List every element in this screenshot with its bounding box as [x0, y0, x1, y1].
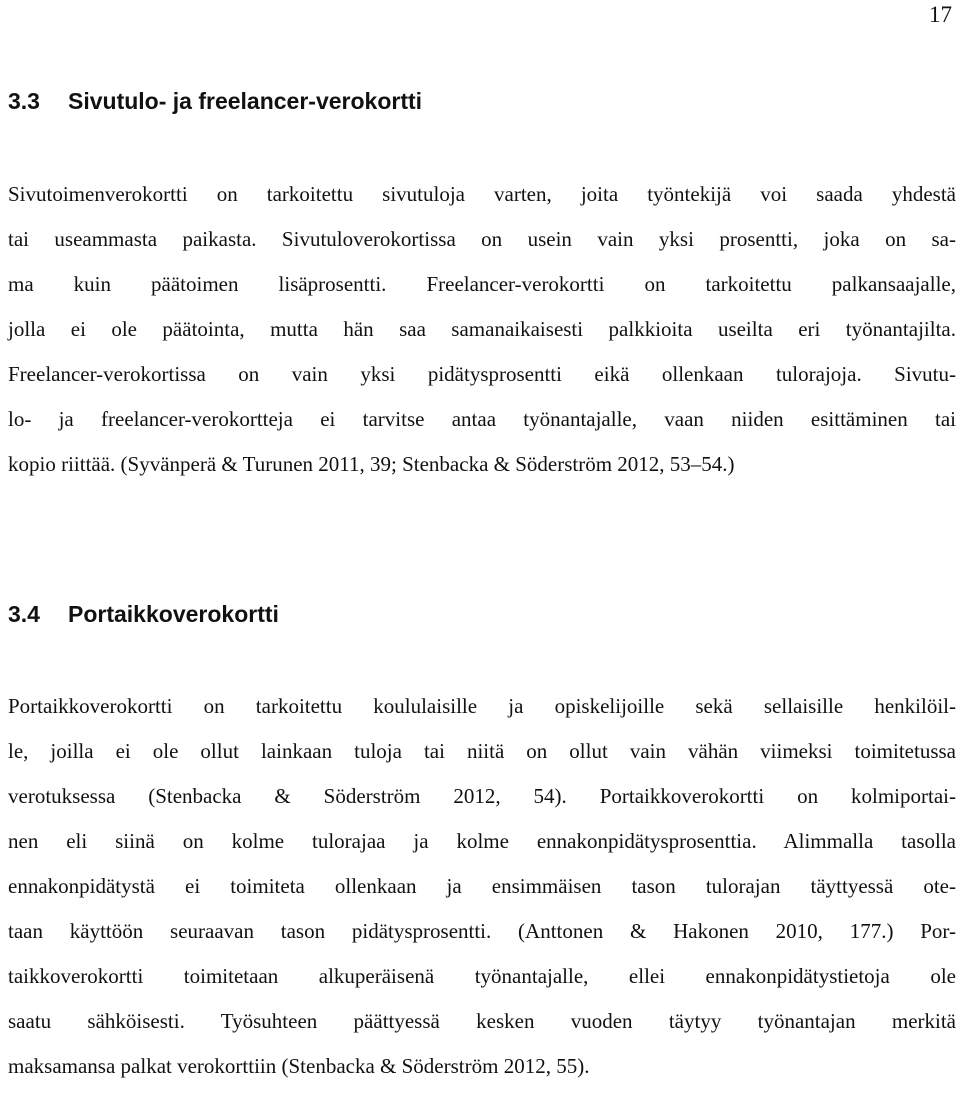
text-line: Freelancer-verokortissa on vain yksi pidätysprosentti eikä ollenkaan tulorajoja. Sivutu-: [8, 362, 956, 386]
section-title: Portaikkoverokortti: [68, 601, 279, 627]
text-line: lo- ja freelancer-verokortteja ei tarvitse antaa työnantajalle, vaan niiden esittäminen tai: [8, 407, 956, 431]
section-number: 3.4: [8, 601, 40, 627]
paragraph-3-4: [8, 684, 956, 1089]
text-line: taikkoverokortti toimitetaan alkuperäisenä työnantajalle, ellei ennakonpidätystietoja ole: [8, 964, 956, 988]
section-heading-3-3: [8, 88, 422, 115]
text-line: nen eli siinä on kolme tulorajaa ja kolme ennakonpidätysprosenttia. Alimmalla tasolla: [8, 829, 956, 853]
section-heading-3-4: [8, 601, 279, 628]
text-line: ma kuin päätoimen lisäprosentti. Freelancer-verokortti on tarkoitettu palkansaajalle,: [8, 272, 956, 296]
text-line: taan käyttöön seuraavan tason pidätysprosentti. (Anttonen & Hakonen 2010, 177.) Por-: [8, 919, 956, 943]
text-line: verotuksessa (Stenbacka & Söderström 2012, 54). Portaikkoverokortti on kolmiportai-: [8, 784, 956, 808]
section-title: Sivutulo- ja freelancer-verokortti: [68, 88, 423, 114]
text-line: Portaikkoverokortti on tarkoitettu koululaisille ja opiskelijoille sekä sellaisille henkilöil-: [8, 694, 956, 718]
text-line: maksamansa palkat verokorttiin (Stenbacka & Söderström 2012, 55).: [8, 1054, 590, 1078]
text-line: tai useammasta paikasta. Sivutuloverokortissa on usein vain yksi prosentti, joka on sa-: [8, 227, 956, 251]
text-line: Sivutoimenverokortti on tarkoitettu sivutuloja varten, joita työntekijä voi saada yhdestä: [8, 182, 956, 206]
text-line: le, joilla ei ole ollut lainkaan tuloja tai niitä on ollut vain vähän viimeksi toimitetussa: [8, 739, 956, 763]
text-line: jolla ei ole päätointa, mutta hän saa samanaikaisesti palkkioita useilta eri työnantajilta.: [8, 317, 956, 341]
text-line: kopio riittää. (Syvänperä & Turunen 2011, 39; Stenbacka & Söderström 2012, 53–54.): [8, 452, 735, 476]
paragraph-3-3: [8, 172, 956, 487]
text-line: saatu sähköisesti. Työsuhteen päättyessä kesken vuoden täytyy työnantajan merkitä: [8, 1009, 956, 1033]
section-number: 3.3: [8, 88, 40, 114]
page-number: 17: [929, 2, 952, 27]
text-line: ennakonpidätystä ei toimiteta ollenkaan ja ensimmäisen tason tulorajan täyttyessä ote-: [8, 874, 956, 898]
